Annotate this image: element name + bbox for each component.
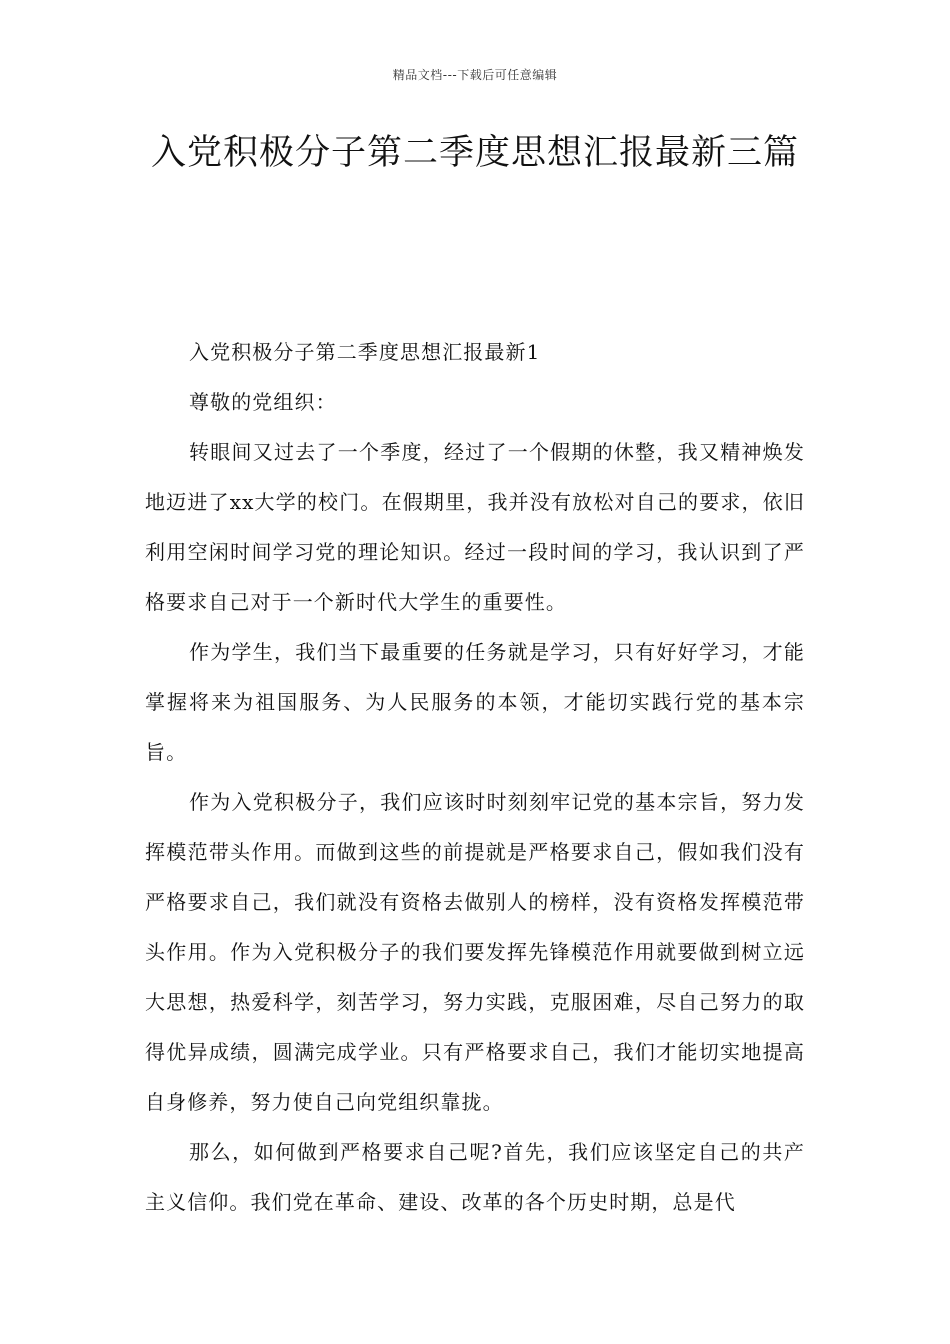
body-paragraph: 作为入党积极分子，我们应该时时刻刻牢记党的基本宗旨，努力发挥模范带头作用。而做到这些的前提就是严格要求自己，假如我们没有严格要求自己，我们就没有资格去做别人的榜样，没有资格发挥模范带头作用。作为入党积极分子的我们要发挥先锋模范作用就要做到树立远大思想，热爱科学，刻苦学习，努力实践，克服困难，尽自己努力的取得优异成绩，圆满完成学业。只有严格要求自己，我们才能切实地提高自身修养，努力使自己向党组织靠拢。 — [145, 790, 805, 1114]
header-note: 精品文档---下载后可任意编辑 — [392, 68, 558, 82]
document-title: 入党积极分子第二季度思想汇报最新三篇 — [150, 133, 799, 173]
body-paragraph: 那么，如何做到严格要求自己呢?首先，我们应该坚定自己的共产主义信仰。我们党在革命、建设、改革的各个历史时期，总是代 — [145, 1140, 805, 1214]
body-paragraph: 转眼间又过去了一个季度，经过了一个假期的休整，我又精神焕发地迈进了xx大学的校门。在假期里，我并没有放松对自己的要求，依旧利用空闲时间学习党的理论知识。经过一段时间的学习，我认识到了严格要求自己对于一个新时代大学生的重要性。 — [145, 440, 805, 614]
salutation: 尊敬的党组织： — [189, 390, 337, 414]
body-paragraph: 作为学生，我们当下最重要的任务就是学习，只有好好学习，才能掌握将来为祖国服务、为人民服务的本领，才能切实践行党的基本宗旨。 — [145, 640, 805, 764]
document-body — [145, 327, 805, 1227]
report-subtitle: 入党积极分子第二季度思想汇报最新1 — [189, 340, 541, 364]
